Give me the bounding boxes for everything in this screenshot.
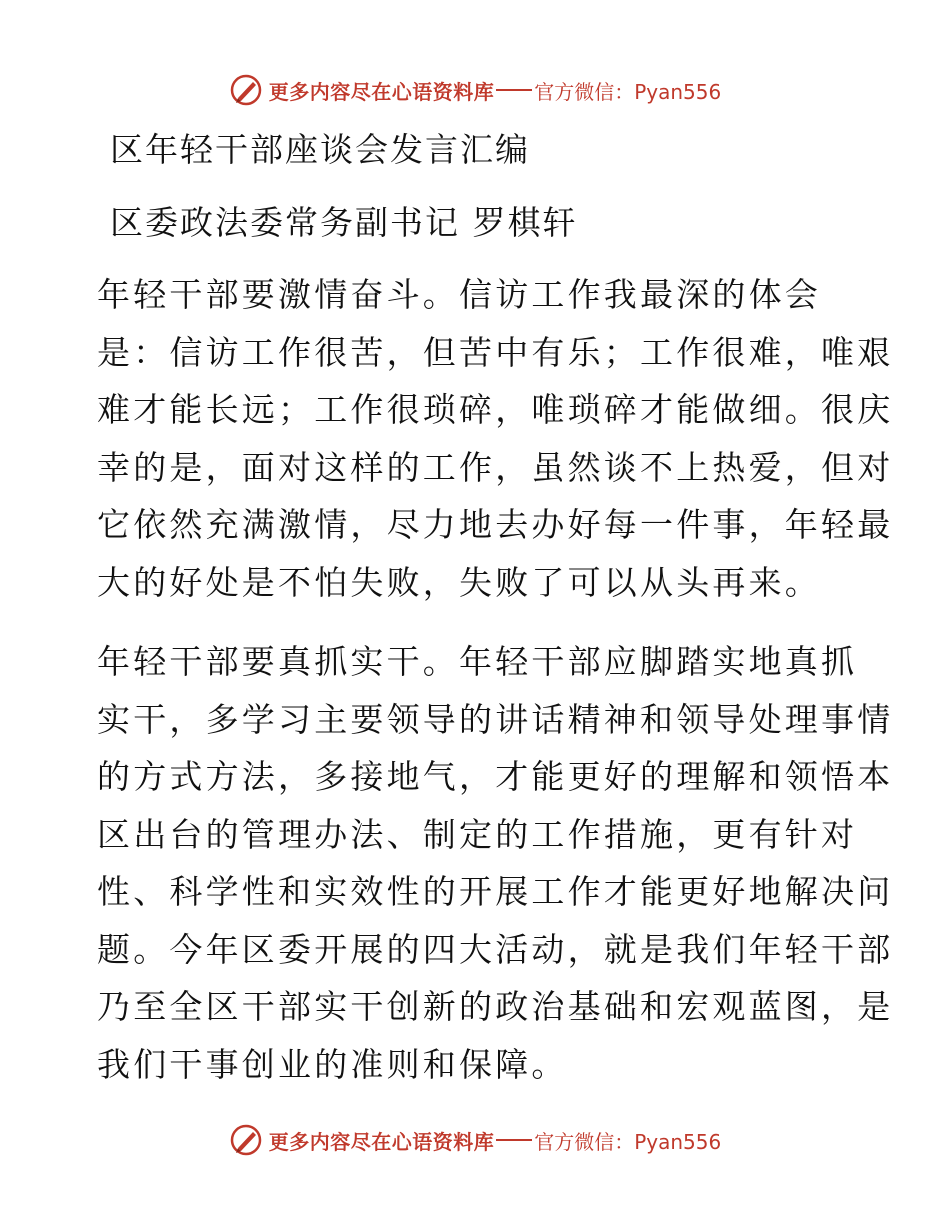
paragraph-line: 幸的是，面对这样的工作，虽然谈不上热爱，但对 [97,447,894,487]
watermark-dash [496,1139,532,1141]
watermark-brand: 更多内容尽在心语资料库 [268,1129,495,1154]
paragraph-line: 难才能长远；工作很琐碎，唯琐碎才能做细。很庆 [97,390,894,429]
document-author: 区委政法委常务副书记 罗棋轩 [110,203,578,242]
footer-watermark [0,1120,950,1160]
paragraph-2 [97,633,894,1093]
paragraph-line: 区出台的管理办法、制定的工作措施，更有针对 [97,814,858,854]
paragraph-line: 是：信访工作很苦，但苦中有乐；工作很难，唯艰 [97,332,894,372]
document-title: 区年轻干部座谈会发言汇编 [110,130,530,169]
paragraph-line: 性、科学性和实效性的开展工作才能更好地解决问 [97,872,894,911]
paragraph-line: 它依然充满激情，尽力地去办好每一件事，年轻最 [97,505,894,544]
watermark-label: 官方微信：Pyan556 [534,79,722,104]
watermark-dash [496,89,532,91]
paragraph-line: 题。今年区委开展的四大活动，就是我们年轻干部 [97,929,894,969]
paragraph-line: 的方式方法，多接地气，才能更好的理解和领悟本 [97,757,894,796]
pen-logo-icon [229,1123,263,1157]
header-watermark [0,70,950,110]
paragraph-line: 实干，多学习主要领导的讲话精神和领导处理事情 [97,699,894,739]
watermark-label: 官方微信：Pyan556 [534,1129,722,1154]
paragraph-line: 年轻干部要激情奋斗。信访工作我最深的体会 [97,275,821,314]
watermark-brand: 更多内容尽在心语资料库 [268,79,495,104]
paragraph-line: 年轻干部要真抓实干。年轻干部应脚踏实地真抓 [97,642,858,681]
paragraph-line: 我们干事创业的准则和保障。 [97,1044,568,1084]
pen-logo-icon [229,73,263,107]
paragraph-1 [97,266,894,611]
paragraph-line: 大的好处是不怕失败，失败了可以从头再来。 [97,562,821,602]
paragraph-line: 乃至全区干部实干创新的政治基础和宏观蓝图，是 [97,987,894,1026]
